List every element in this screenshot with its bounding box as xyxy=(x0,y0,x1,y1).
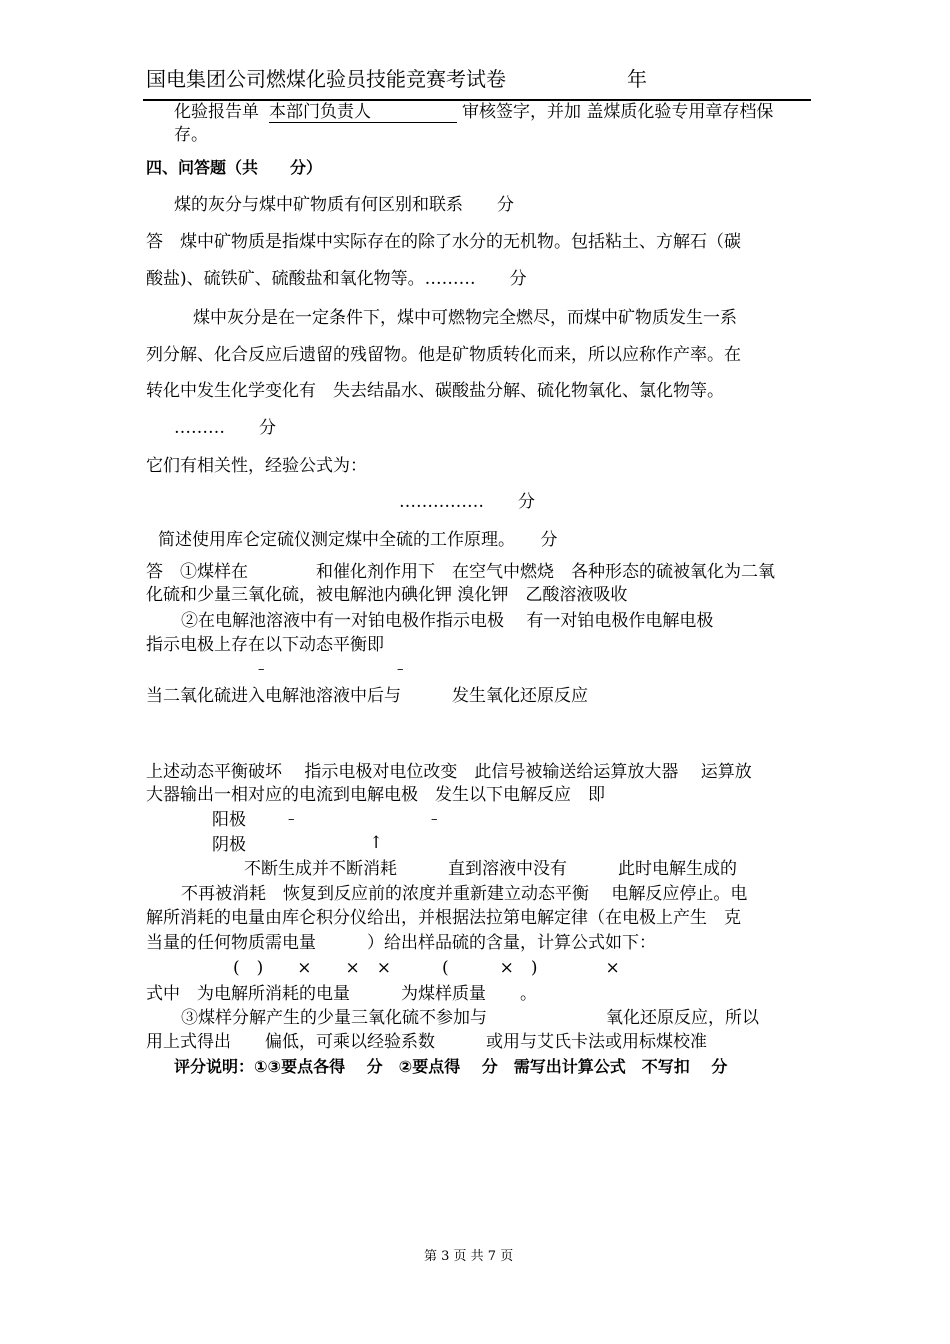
text-line: 当二氧化硫进入电解池溶液中后与 发生氧化还原反应 xyxy=(146,686,588,706)
text-line: ③煤样分解产生的少量三氧化硫不参加与 氧化还原反应，所以 xyxy=(181,1008,759,1028)
text-line: 指示电极上存在以下动态平衡即 xyxy=(146,635,384,655)
text-line: …………… 分 xyxy=(399,492,535,512)
question-2: 简述使用库仑定硫仪测定煤中全硫的工作原理。 分 xyxy=(158,530,558,550)
text-line: 上述动态平衡破坏 指示电极对电位改变 此信号被输送给运算放大器 运算放 xyxy=(146,762,752,782)
text-line: 化硫和少量三氧化硫，被电解池内碘化钾 溴化钾 乙酸溶液吸收 xyxy=(146,585,628,605)
text-line: 不再被消耗 恢复到反应前的浓度并重新建立动态平衡 电解反应停止。电 xyxy=(181,884,748,904)
text-line: 它们有相关性，经验公式为： xyxy=(146,456,367,476)
text-line: 煤中灰分是在一定条件下，煤中可燃物完全燃尽，而煤中矿物质发生一系 xyxy=(193,308,737,328)
text-line: 式中 为电解所消耗的电量 为煤样质量 。 xyxy=(146,984,537,1004)
anode-label: 阳极 xyxy=(212,810,246,830)
text-line: 存。 xyxy=(174,125,208,145)
up-arrow-icon: ↑ xyxy=(369,833,384,853)
text-line: 用上式得出 偏低，可乘以经验系数 或用与艾氏卡法或用标煤校准 xyxy=(146,1032,707,1052)
underlined-text: 本部门负责人 xyxy=(269,104,457,123)
text-line: 化验报告单 xyxy=(174,102,259,122)
text-line: 审核签字，并加 盖煤质化验专用章存档保 xyxy=(462,102,774,122)
section-heading: 四、问答题（共 分） xyxy=(146,158,323,177)
formula-fragment: – xyxy=(258,662,265,677)
text-line: 解所消耗的电量由库仑积分仪给出，并根据法拉第电解定律（在电极上产生 克 xyxy=(146,908,741,928)
question-1: 煤的灰分与煤中矿物质有何区别和联系 分 xyxy=(174,195,514,215)
text-line: 答 煤中矿物质是指煤中实际存在的除了水分的无机物。包括粘土、方解石（碳 xyxy=(146,232,741,252)
formula-fragment: – xyxy=(397,662,404,677)
text-line: ②在电解池溶液中有一对铂电极作指示电极 有一对铂电极作电解电极 xyxy=(181,611,714,631)
text-line: 答 ①煤样在 和催化剂作用下 在空气中燃烧 各种形态的硫被氧化为二氧 xyxy=(146,562,775,582)
scoring-note: 评分说明：①③要点各得 分 ②要点得 分 需写出计算公式 不写扣 分 xyxy=(174,1057,728,1076)
text-line: 大器输出一相对应的电流到电解电极 发生以下电解反应 即 xyxy=(146,785,605,805)
text-line: 转化中发生化学变化有 失去结晶水、碳酸盐分解、硫化物氧化、氯化物等。 xyxy=(146,381,724,401)
text-line: ……… 分 xyxy=(174,418,276,438)
header-rule xyxy=(143,99,811,101)
text-line: 酸盐)、硫铁矿、硫酸盐和氧化物等。……… 分 xyxy=(146,269,527,289)
page-number: 第 3 页 共 7 页 xyxy=(424,1249,514,1264)
text-line: 当量的任何物质需电量 ）给出样品硫的含量，计算公式如下： xyxy=(146,933,656,953)
text-line: 列分解、化合反应后遗留的残留物。他是矿物质转化而来，所以应称作产率。在 xyxy=(146,345,741,365)
year-label: 年 xyxy=(627,67,647,91)
cathode-label: 阴极 xyxy=(212,835,246,855)
formula-line: ( ) × × × ( × ) × xyxy=(233,958,620,978)
formula-fragment: – xyxy=(431,812,438,827)
formula-fragment: – xyxy=(288,812,295,827)
text-line: 不断生成并不断消耗 直到溶液中没有 此时电解生成的 xyxy=(244,859,737,879)
exam-title: 国电集团公司燃煤化验员技能竞赛考试卷 xyxy=(146,67,506,91)
